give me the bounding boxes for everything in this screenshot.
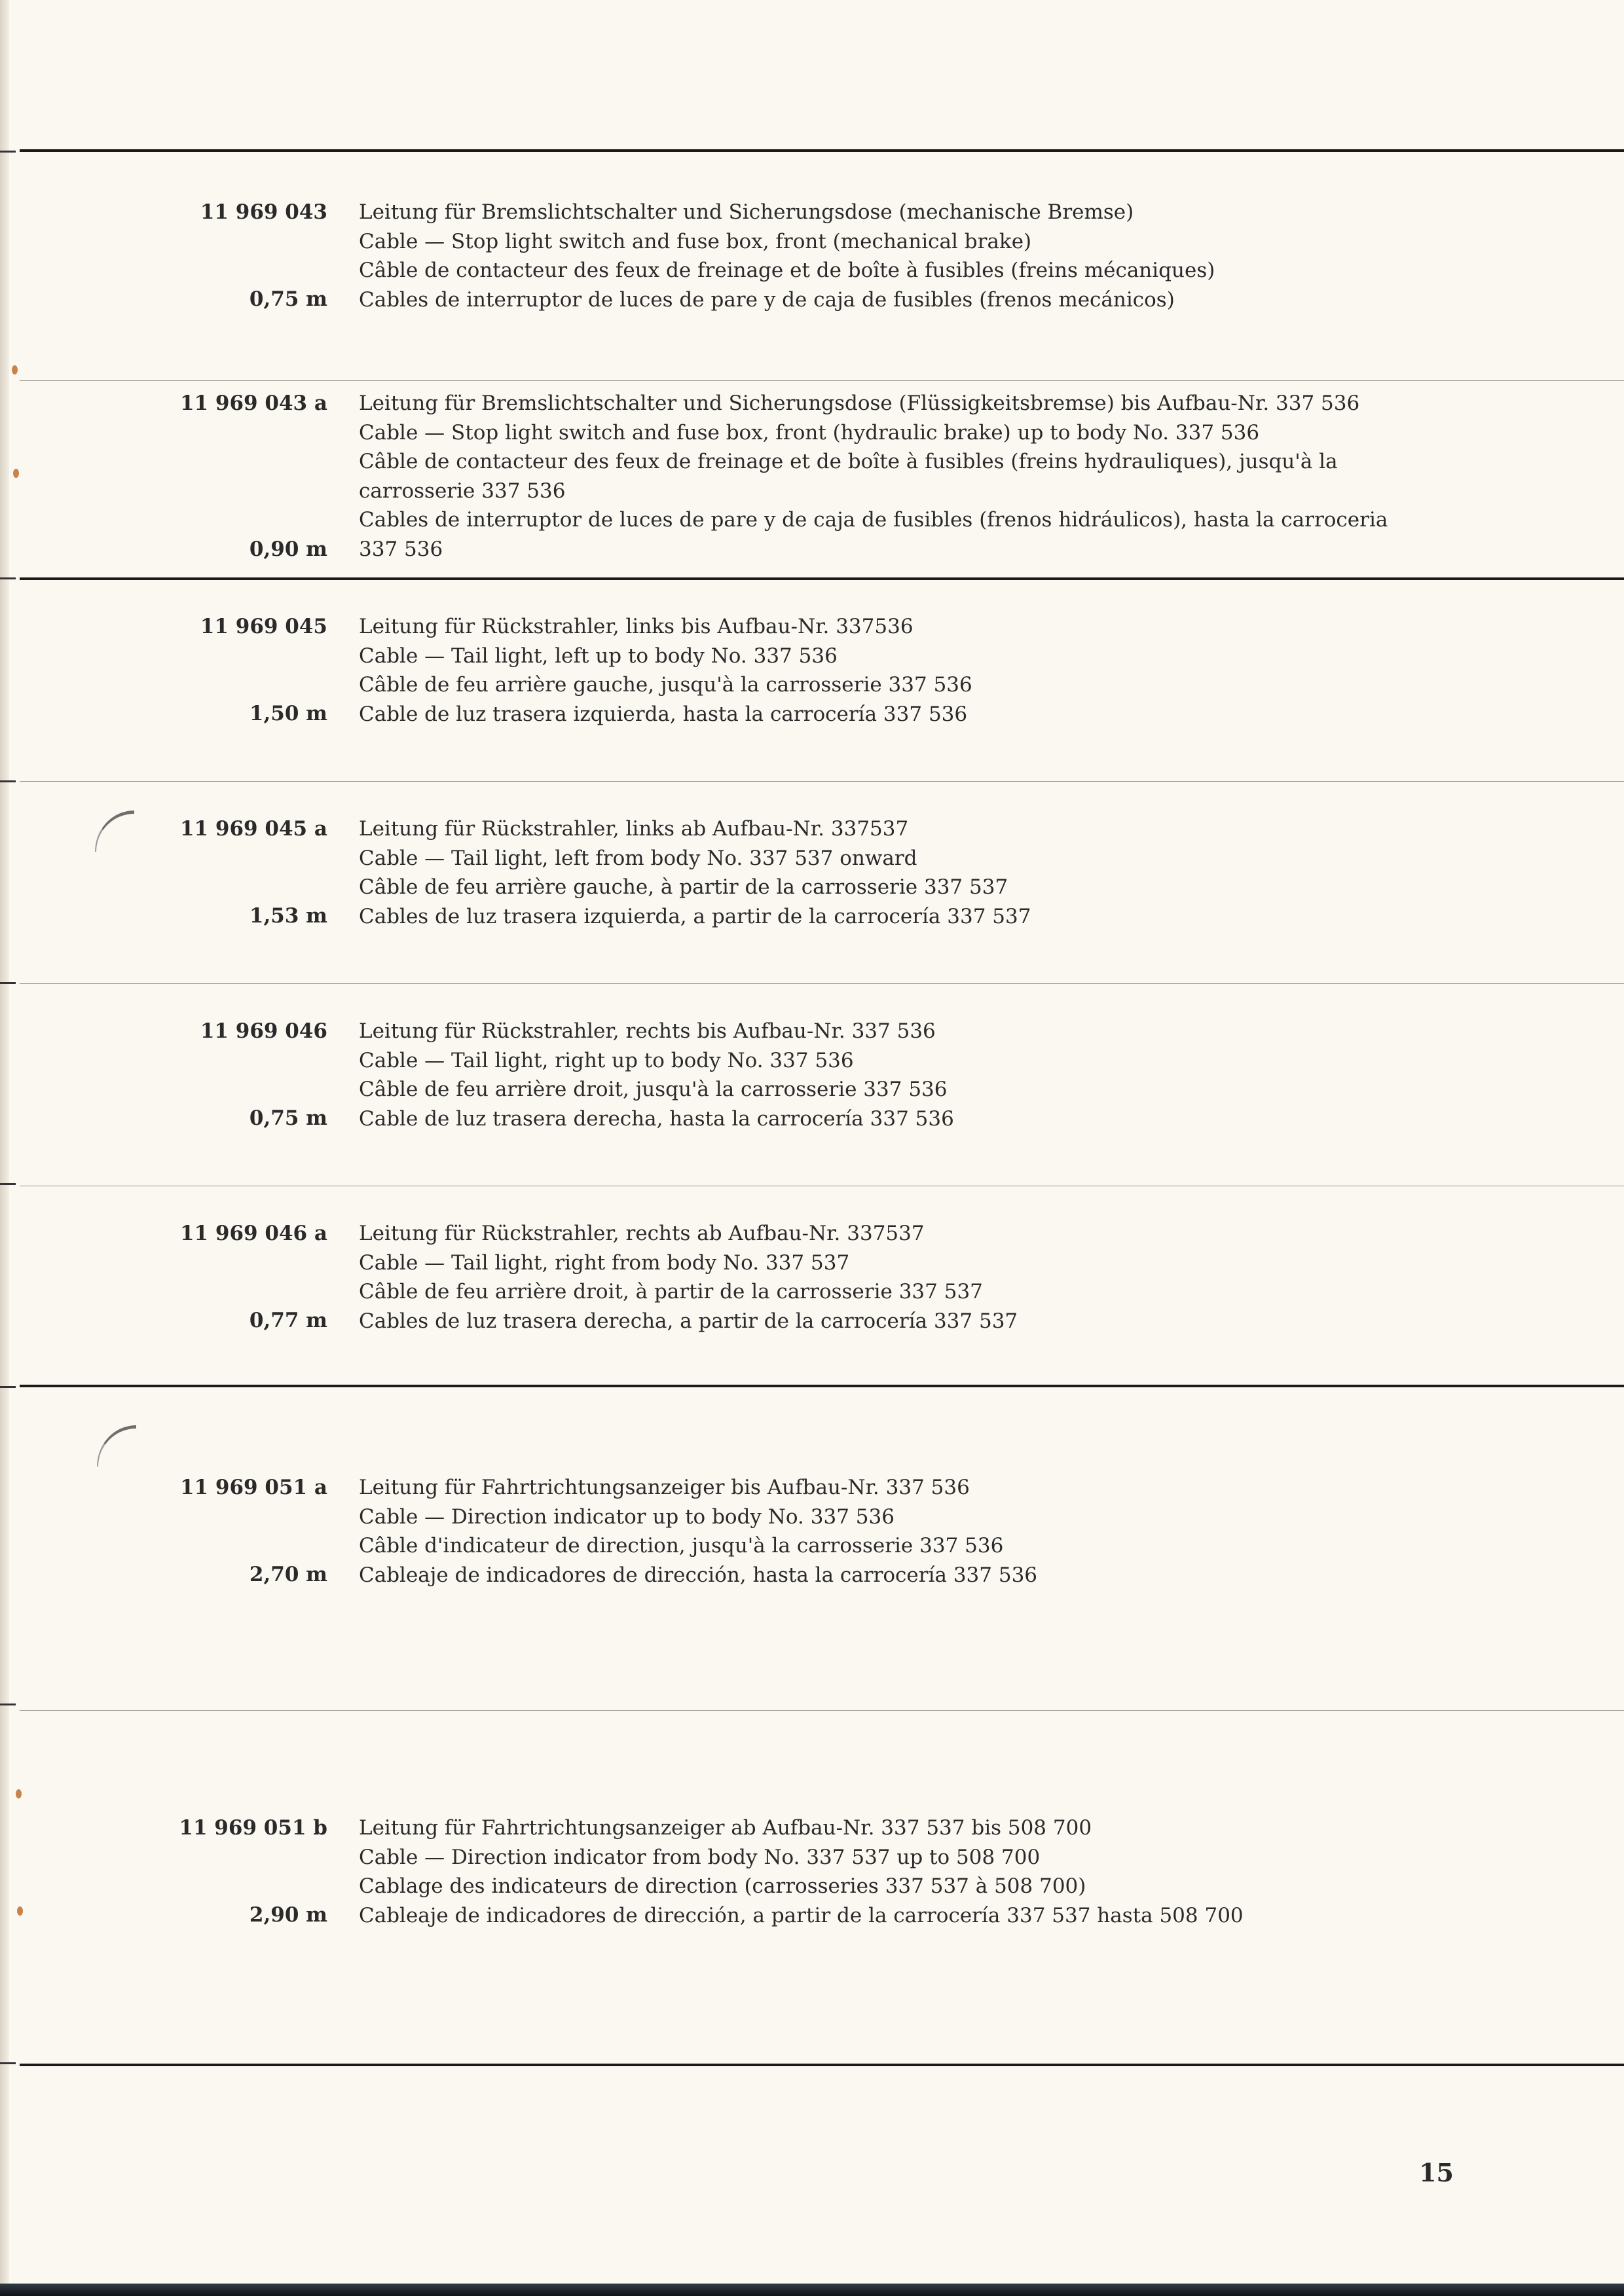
entry-divider: [20, 1710, 1624, 1711]
description-line: Leitung für Fahrtrichtungsanzeiger bis Aufbau-Nr. 337 536: [359, 1476, 970, 1499]
description-line: Cables de luz trasera izquierda, a partir de la carrocería 337 537: [359, 904, 1031, 928]
section-rule: [20, 577, 1624, 580]
part-number: 11 969 046 a: [179, 1222, 327, 1245]
section-rule: [20, 2064, 1624, 2066]
part-description: [359, 198, 1485, 314]
part-number: 11 969 045: [200, 615, 327, 638]
punch-mark: [16, 1789, 22, 1798]
description-line: Cable — Tail light, left from body No. 337 537 onward: [359, 846, 917, 870]
cable-length: 0,75 m: [249, 1106, 327, 1130]
edge-tick: [0, 1386, 16, 1388]
part-number: 11 969 046: [200, 1019, 327, 1043]
description-line: Cableaje de indicadores de dirección, hasta la carrocería 337 536: [359, 1563, 1038, 1587]
description-line: Cable — Stop light switch and fuse box, front (mechanical brake): [359, 229, 1032, 253]
description-line: Leitung für Rückstrahler, links bis Aufbau-Nr. 337536: [359, 615, 913, 638]
part-number: 11 969 043: [200, 200, 327, 224]
description-line: Cable de luz trasera derecha, hasta la carrocería 337 536: [359, 1106, 954, 1131]
edge-tick: [0, 982, 16, 984]
description-line: Câble d'indicateur de direction, jusqu'à la carrosserie 337 536: [359, 1534, 1004, 1558]
part-number: 11 969 045 a: [179, 817, 327, 841]
entry-divider: [20, 983, 1624, 984]
description-line: Câble de feu arrière gauche, à partir de la carrosserie 337 537: [359, 875, 1008, 899]
description-line: Cables de interruptor de luces de pare y de caja de fusibles (frenos hidráulicos), hasta la carroceria: [359, 508, 1388, 532]
punch-mark: [17, 1906, 23, 1916]
description-line: Cables de interruptor de luces de pare y de caja de fusibles (frenos mecánicos): [359, 287, 1175, 312]
part-description: [359, 1813, 1485, 1930]
description-line: Cable — Tail light, right up to body No. 337 536: [359, 1048, 854, 1072]
cable-length: 2,90 m: [249, 1903, 327, 1927]
description-line: Cableaje de indicadores de dirección, a partir de la carrocería 337 537 hasta 508 700: [359, 1903, 1244, 1927]
cable-length: 0,75 m: [249, 287, 327, 311]
description-line: Cable — Direction indicator from body No. 337 537 up to 508 700: [359, 1845, 1041, 1869]
edge-tick: [0, 780, 16, 782]
part-number: 11 969 051 a: [179, 1476, 327, 1499]
description-line: Cable de luz trasera izquierda, hasta la carrocería 337 536: [359, 702, 968, 726]
cable-length: 1,50 m: [249, 702, 327, 725]
description-line: Cable — Stop light switch and fuse box, front (hydraulic brake) up to body No. 337 536: [359, 420, 1260, 445]
part-description: [359, 814, 1485, 931]
edge-tick: [0, 1704, 16, 1705]
edge-tick: [0, 577, 16, 579]
description-line: Cable — Tail light, right from body No. 337 537: [359, 1250, 850, 1275]
cable-length: 0,90 m: [249, 538, 327, 561]
page-number: 15: [1419, 2158, 1454, 2187]
description-line: Leitung für Fahrtrichtungsanzeiger ab Aufbau-Nr. 337 537 bis 508 700: [359, 1816, 1092, 1840]
description-line: Cable — Direction indicator up to body No. 337 536: [359, 1504, 895, 1529]
paper-curl-mark: [97, 1425, 136, 1467]
part-description: [359, 1473, 1485, 1590]
description-line: Leitung für Rückstrahler, links ab Aufbau-Nr. 337537: [359, 817, 909, 841]
description-line: Câble de feu arrière gauche, jusqu'à la carrosserie 337 536: [359, 673, 972, 697]
entry-divider: [20, 781, 1624, 782]
edge-tick: [0, 1183, 16, 1185]
punch-mark: [12, 365, 18, 374]
description-line: Câble de contacteur des feux de freinage et de boîte à fusibles (freins mécaniques): [359, 259, 1215, 282]
part-description: [359, 1219, 1485, 1336]
part-description: [359, 612, 1485, 729]
description-line: 337 536: [359, 537, 443, 561]
section-rule: [20, 149, 1624, 152]
part-number: 11 969 043 a: [179, 392, 327, 415]
entry-divider: [20, 380, 1624, 381]
cable-length: 1,53 m: [249, 904, 327, 928]
description-line: Leitung für Bremslichtschalter und Sicherungsdose (Flüssigkeitsbremse) bis Aufbau-Nr. 337 536: [359, 392, 1360, 415]
part-description: [359, 389, 1485, 564]
description-line: Câble de contacteur des feux de freinage et de boîte à fusibles (freins hydrauliques), jusqu'à la: [359, 450, 1338, 473]
part-number: 11 969 051 b: [179, 1816, 327, 1840]
description-line: Cables de luz trasera derecha, a partir de la carrocería 337 537: [359, 1309, 1018, 1333]
description-line: Leitung für Bremslichtschalter und Sicherungsdose (mechanische Bremse): [359, 200, 1134, 224]
punch-mark: [13, 469, 19, 478]
description-line: Câble de feu arrière droit, à partir de la carrosserie 337 537: [359, 1280, 983, 1303]
scan-bottom-edge: [0, 2284, 1624, 2296]
cable-length: 0,77 m: [249, 1309, 327, 1332]
description-line: Câble de feu arrière droit, jusqu'à la carrosserie 337 536: [359, 1078, 948, 1101]
part-description: [359, 1017, 1485, 1133]
description-line: Cablage des indicateurs de direction (carrosseries 337 537 à 508 700): [359, 1874, 1086, 1898]
edge-tick: [0, 2062, 16, 2064]
page-binding-edge: [0, 0, 9, 2296]
cable-length: 2,70 m: [249, 1563, 327, 1586]
edge-tick: [0, 151, 16, 153]
description-line: Leitung für Rückstrahler, rechts ab Aufbau-Nr. 337537: [359, 1222, 925, 1245]
paper-curl-mark: [95, 811, 134, 852]
description-line: Cable — Tail light, left up to body No. 337 536: [359, 644, 838, 668]
section-rule: [20, 1385, 1624, 1387]
description-line: Leitung für Rückstrahler, rechts bis Aufbau-Nr. 337 536: [359, 1019, 936, 1043]
description-line: carrosserie 337 536: [359, 479, 566, 503]
